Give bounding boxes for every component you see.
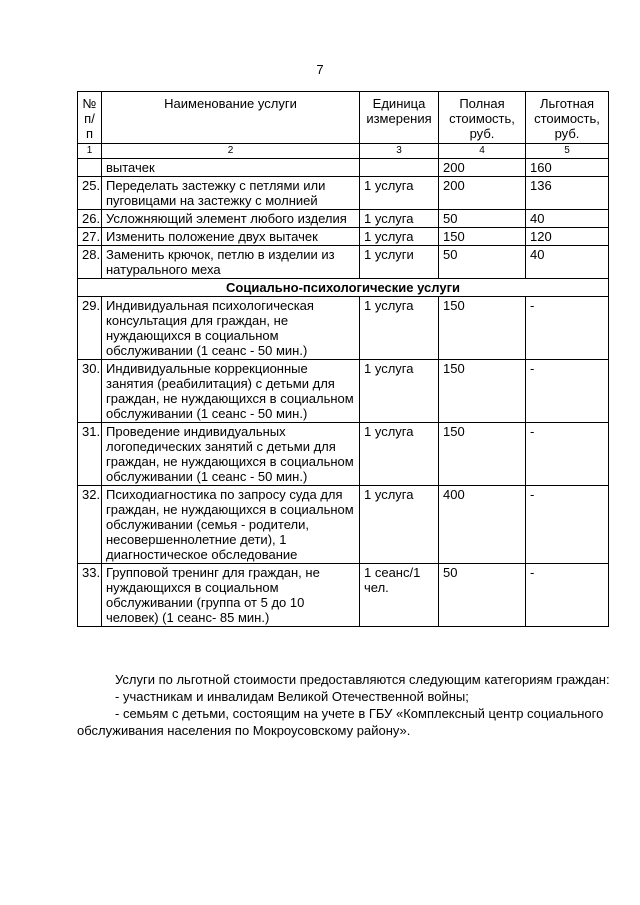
- header-full-price: Полная стоимость, руб.: [439, 92, 526, 144]
- discount-price: -: [526, 297, 609, 360]
- table-row: [78, 177, 609, 210]
- service-name: Переделать застежку с петлями или пуговицами на застежку с молнией: [102, 177, 360, 210]
- discount-price: 160: [526, 159, 609, 177]
- row-number: 33.: [78, 564, 102, 627]
- discount-price: 40: [526, 246, 609, 279]
- full-price: 50: [439, 564, 526, 627]
- row-number: 29.: [78, 297, 102, 360]
- header-unit: Единица измерения: [360, 92, 439, 144]
- discount-price: -: [526, 486, 609, 564]
- service-name: Изменить положение двух вытачек: [102, 228, 360, 246]
- row-number: 26.: [78, 210, 102, 228]
- service-unit: 1 услуга: [360, 360, 439, 423]
- full-price: 150: [439, 228, 526, 246]
- table-header-row: [78, 92, 609, 144]
- row-number: 31.: [78, 423, 102, 486]
- service-unit: 1 услуга: [360, 177, 439, 210]
- section-title: Социально-психологические услуги: [78, 279, 609, 297]
- service-name: Групповой тренинг для граждан, не нуждающихся в социальном обслуживании (группа от 5 до 10 человек) (1 сеанс- 85 мин.): [102, 564, 360, 627]
- service-unit: 1 услуга: [360, 210, 439, 228]
- table-row: [78, 297, 609, 360]
- discount-price: -: [526, 564, 609, 627]
- row-number: 27.: [78, 228, 102, 246]
- note-line: - участникам и инвалидам Великой Отечественной войны;: [115, 689, 469, 704]
- service-unit: 1 сеанс/1 чел.: [360, 564, 439, 627]
- table-row: [78, 486, 609, 564]
- service-name: Проведение индивидуальных логопедических занятий с детьми для граждан, не нуждающихся в социальном обслуживании (1 сеанс - 50 мин.): [102, 423, 360, 486]
- service-name: Усложняющий элемент любого изделия: [102, 210, 360, 228]
- section-row: [78, 279, 609, 297]
- note-line: - семьям с детьми, состоящим на учете в ГБУ «Комплексный центр социального обслуживания населения по Мокроусовскому району».: [77, 706, 604, 738]
- discount-price: 120: [526, 228, 609, 246]
- service-unit: 1 услуга: [360, 486, 439, 564]
- full-price: 50: [439, 210, 526, 228]
- full-price: 200: [439, 159, 526, 177]
- column-number: 4: [439, 144, 526, 159]
- table-row: [78, 564, 609, 627]
- service-unit: 1 услуги: [360, 246, 439, 279]
- full-price: 200: [439, 177, 526, 210]
- row-number: 25.: [78, 177, 102, 210]
- service-name: Заменить крючок, петлю в изделии из натурального меха: [102, 246, 360, 279]
- table-row: [78, 423, 609, 486]
- table-row: [78, 228, 609, 246]
- service-name: Индивидуальная психологическая консультация для граждан, не нуждающихся в социальном обслуживании (1 сеанс - 50 мин.): [102, 297, 360, 360]
- row-number: 30.: [78, 360, 102, 423]
- column-number: 1: [78, 144, 102, 159]
- services-price-table: [77, 91, 609, 627]
- row-number: [78, 159, 102, 177]
- row-number: 28.: [78, 246, 102, 279]
- service-unit: 1 услуга: [360, 297, 439, 360]
- column-numbers-row: [78, 144, 609, 159]
- column-number: 2: [102, 144, 360, 159]
- full-price: 50: [439, 246, 526, 279]
- service-unit: 1 услуга: [360, 423, 439, 486]
- full-price: 150: [439, 360, 526, 423]
- discount-price: -: [526, 423, 609, 486]
- note-line: Услуги по льготной стоимости предоставляются следующим категориям граждан:: [115, 672, 610, 687]
- full-price: 150: [439, 423, 526, 486]
- discount-price: 136: [526, 177, 609, 210]
- row-number: 32.: [78, 486, 102, 564]
- column-number: 3: [360, 144, 439, 159]
- service-unit: [360, 159, 439, 177]
- discount-price: -: [526, 360, 609, 423]
- service-name: вытачек: [102, 159, 360, 177]
- column-number: 5: [526, 144, 609, 159]
- service-name: Индивидуальные коррекционные занятия (реабилитация) с детьми для граждан, не нуждающихся в социальном обслуживании (1 сеанс - 50 мин.): [102, 360, 360, 423]
- table-row: [78, 159, 609, 177]
- page-number: 7: [316, 62, 324, 77]
- notes-section: [77, 671, 610, 739]
- table-row: [78, 246, 609, 279]
- header-discount-price: Льготная стоимость, руб.: [526, 92, 609, 144]
- service-name: Психодиагностика по запросу суда для граждан, не нуждающихся в социальном обслуживании (семья - родители, несовершеннолетние дети), 1 диагностическое обследование: [102, 486, 360, 564]
- discount-price: 40: [526, 210, 609, 228]
- service-unit: 1 услуга: [360, 228, 439, 246]
- header-service-name: Наименование услуги: [102, 92, 360, 144]
- full-price: 150: [439, 297, 526, 360]
- full-price: 400: [439, 486, 526, 564]
- header-num: № п/п: [78, 92, 102, 144]
- table-row: [78, 360, 609, 423]
- table-row: [78, 210, 609, 228]
